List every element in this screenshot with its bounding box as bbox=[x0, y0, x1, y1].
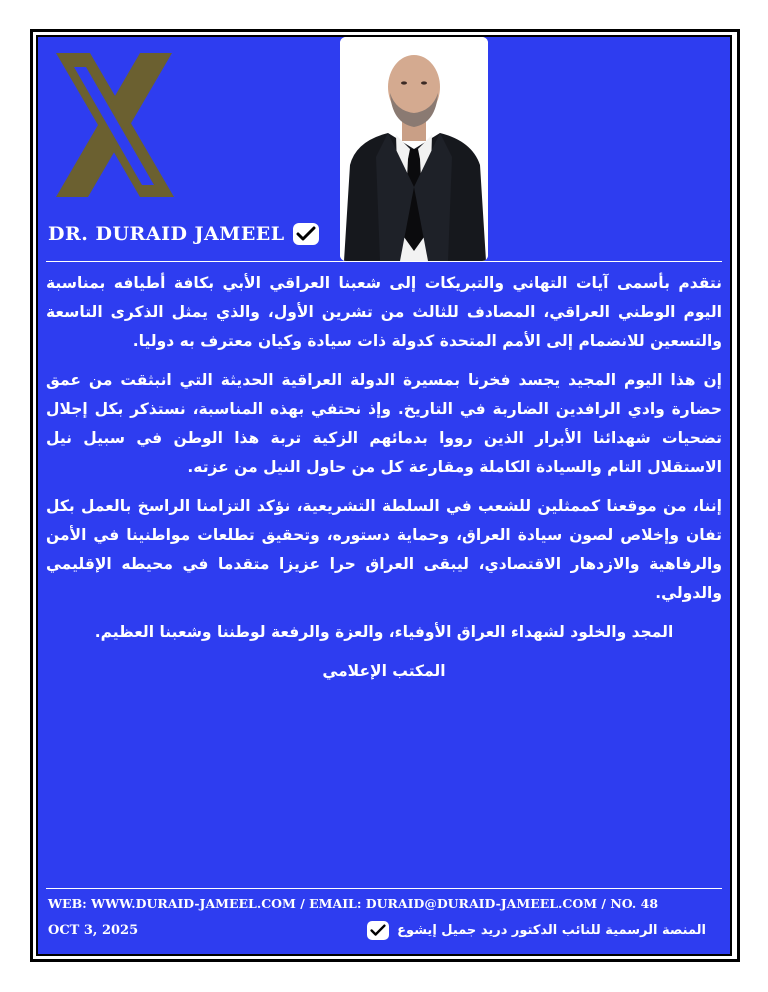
portrait-photo bbox=[340, 37, 488, 261]
header-name-row bbox=[48, 223, 319, 245]
paragraph-1: نتقدم بأسمى آيات التهاني والتبريكات إلى شعبنا العراقي الأبي بكافة أطيافه بمناسبة اليوم الوطني العراقي، المصادف للثالث من تشرين الأول، والذي يمثل الذكرى التاسعة والتسعين للانضمام إلى الأمم المتحدة كدولة ذات سيادة وكيان معترف به دوليا. bbox=[46, 274, 722, 350]
author-name: DR. DURAID JAMEEL bbox=[48, 223, 285, 245]
footer-divider bbox=[46, 888, 722, 889]
paragraph-2: إن هذا اليوم المجيد يجسد فخرنا بمسيرة الدولة العراقية الحديثة التي انبثقت من عمق حضارة وادي الرافدين الضاربة في التاريخ. وإذ نحتفي بهذه المناسبة، نستذكر بكل إجلال تضحيات شهدائنا الأبرار الذين رووا بدمائهم الزكية تربة هذا الوطن في سبيل نيل الاستقلال التام والسيادة الكاملة ومقارعة كل من حاول النيل من عزته. bbox=[46, 371, 722, 476]
closing-line: المجد والخلود لشهداء العراق الأوفياء، والعزة والرفعة لوطننا وشعبنا العظيم. bbox=[94, 623, 674, 641]
footer-contact-line: WEB: WWW.DURAID-JAMEEL.COM / EMAIL: DURAID@DURAID-JAMEEL.COM / NO. 48 bbox=[48, 896, 659, 911]
statement-body bbox=[46, 269, 722, 696]
x-logo-icon bbox=[50, 45, 178, 205]
checkmark-icon bbox=[367, 921, 389, 940]
platform-label: المنصة الرسمية للنائب الدكتور دريد جميل إيشوع bbox=[397, 923, 706, 938]
footer-date: OCT 3, 2025 bbox=[48, 923, 139, 938]
signature: المكتب الإعلامي bbox=[322, 662, 446, 680]
paragraph-3: إننا، من موقعنا كممثلين للشعب في السلطة التشريعية، نؤكد التزامنا الراسخ بالعمل بكل تفان وإخلاص لصون سيادة العراق، وحماية دستوره، وتحقيق تطلعات مواطنينا في الأمن والرفاهية والازدهار الاقتصادي، ليبقى العراق حرا عزيزا متقدما في محيطه الإقليمي والدولي. bbox=[46, 497, 722, 602]
checkmark-icon bbox=[293, 223, 319, 245]
header-divider bbox=[46, 261, 722, 262]
footer-platform bbox=[367, 921, 706, 940]
press-release-page bbox=[36, 35, 732, 956]
